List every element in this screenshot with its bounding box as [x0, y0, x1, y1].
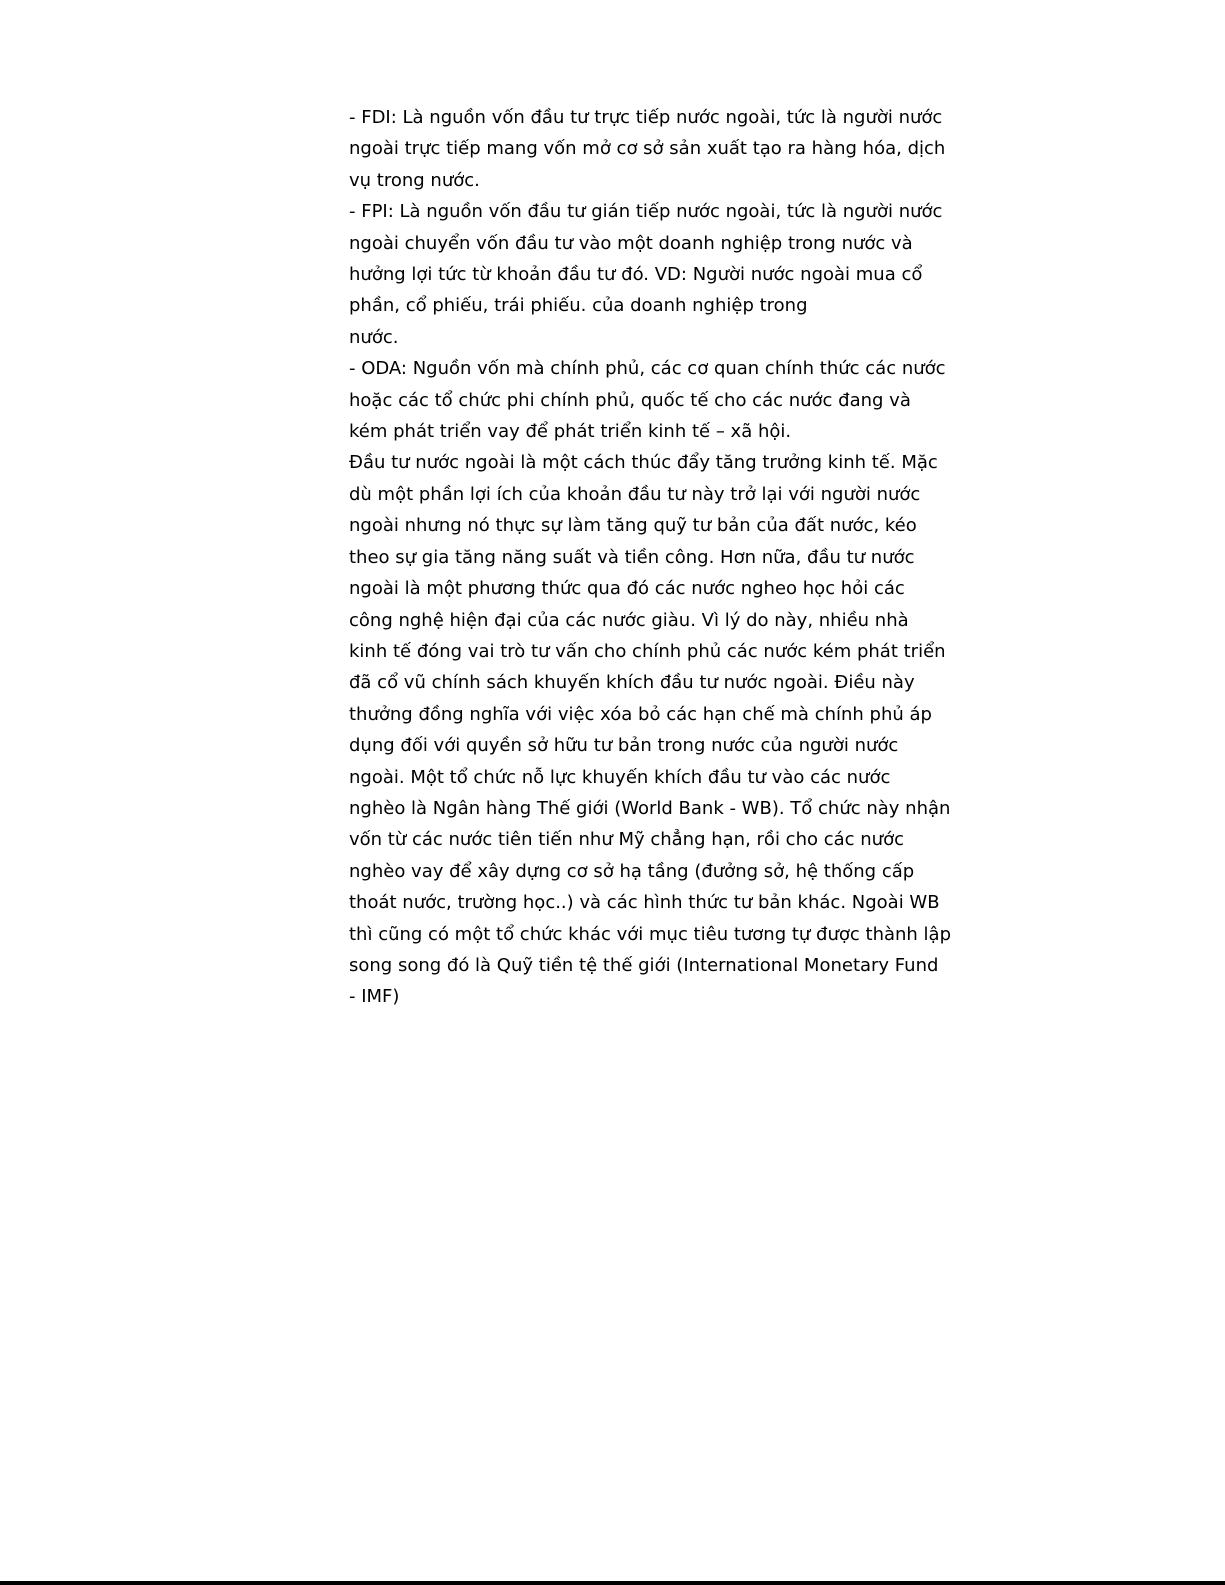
text-line: đã cổ vũ chính sách khuyến khích đầu tư nước ngoài. Điều này [349, 672, 915, 694]
text-line: công nghệ hiện đại của các nước giàu. Vì lý do này, nhiều nhà [349, 609, 909, 631]
text-line: phần, cổ phiếu, trái phiếu. của doanh nghiệp trong [349, 295, 808, 317]
text-line: Đầu tư nước ngoài là một cách thúc đẩy tăng trưởng kinh tế. Mặc [349, 452, 938, 474]
paragraph-foreign-investment [349, 447, 959, 1012]
page-bottom-border [0, 1581, 1225, 1585]
text-line: thoát nước, trường học..) và các hình thức tư bản khác. Ngoài WB [349, 892, 940, 914]
text-line: dù một phần lợi ích của khoản đầu tư này trở lại với người nước [349, 483, 921, 505]
text-line: nghèo vay để xây dựng cơ sở hạ tầng (đưởng sở, hệ thống cấp [349, 860, 915, 882]
text-line: hưởng lợi tức từ khoản đầu tư đó. VD: Người nước ngoài mua cổ [349, 264, 923, 286]
text-line: thưởng đồng nghĩa với việc xóa bỏ các hạn chế mà chính phủ áp [349, 703, 932, 725]
text-line: kém phát triển vay để phát triển kinh tế – xã hội. [349, 421, 792, 443]
paragraph-fdi [349, 102, 959, 196]
text-line: nước. [349, 326, 399, 348]
text-line: theo sự gia tăng năng suất và tiền công. Hơn nữa, đầu tư nước [349, 546, 915, 568]
text-line: - FDI: Là nguồn vốn đầu tư trực tiếp nước ngoài, tức là người nước [349, 107, 943, 128]
paragraph-fpi [349, 196, 959, 353]
text-line: ngoài. Một tổ chức nỗ lực khuyến khích đầu tư vào các nước [349, 766, 891, 788]
text-line: thì cũng có một tổ chức khác với mục tiêu tương tự được thành lập [349, 923, 951, 945]
paragraph-oda [349, 353, 959, 447]
text-line: ngoài là một phương thức qua đó các nước ngheo học hỏi các [349, 578, 905, 600]
text-line: song song đó là Quỹ tiền tệ thế giới (International Monetary Fund [349, 954, 939, 976]
text-line: ngoài chuyển vốn đầu tư vào một doanh nghiệp trong nước và [349, 232, 913, 254]
document-body [349, 102, 959, 1013]
text-line: dụng đối với quyền sở hữu tư bản trong nước của người nước [349, 735, 899, 757]
text-line: - IMF) [349, 986, 400, 1008]
text-line: - ODA: Nguồn vốn mà chính phủ, các cơ quan chính thức các nước [349, 358, 946, 380]
text-line: nghèo là Ngân hàng Thế giới (World Bank - WB). Tổ chức này nhận [349, 797, 951, 819]
text-line: ngoài nhưng nó thực sự làm tăng quỹ tư bản của đất nước, kéo [349, 515, 917, 537]
text-line: vốn từ các nước tiên tiến như Mỹ chẳng hạn, rồi cho các nước [349, 829, 904, 851]
text-line: kinh tế đóng vai trò tư vấn cho chính phủ các nước kém phát triển [349, 640, 946, 662]
text-line: - FPI: Là nguồn vốn đầu tư gián tiếp nước ngoài, tức là người nước [349, 201, 943, 223]
text-line: hoặc các tổ chức phi chính phủ, quốc tế cho các nước đang và [349, 389, 911, 411]
text-line: ngoài trực tiếp mang vốn mở cơ sở sản xuất tạo ra hàng hóa, dịch [349, 138, 946, 160]
text-line: vụ trong nước. [349, 169, 480, 191]
